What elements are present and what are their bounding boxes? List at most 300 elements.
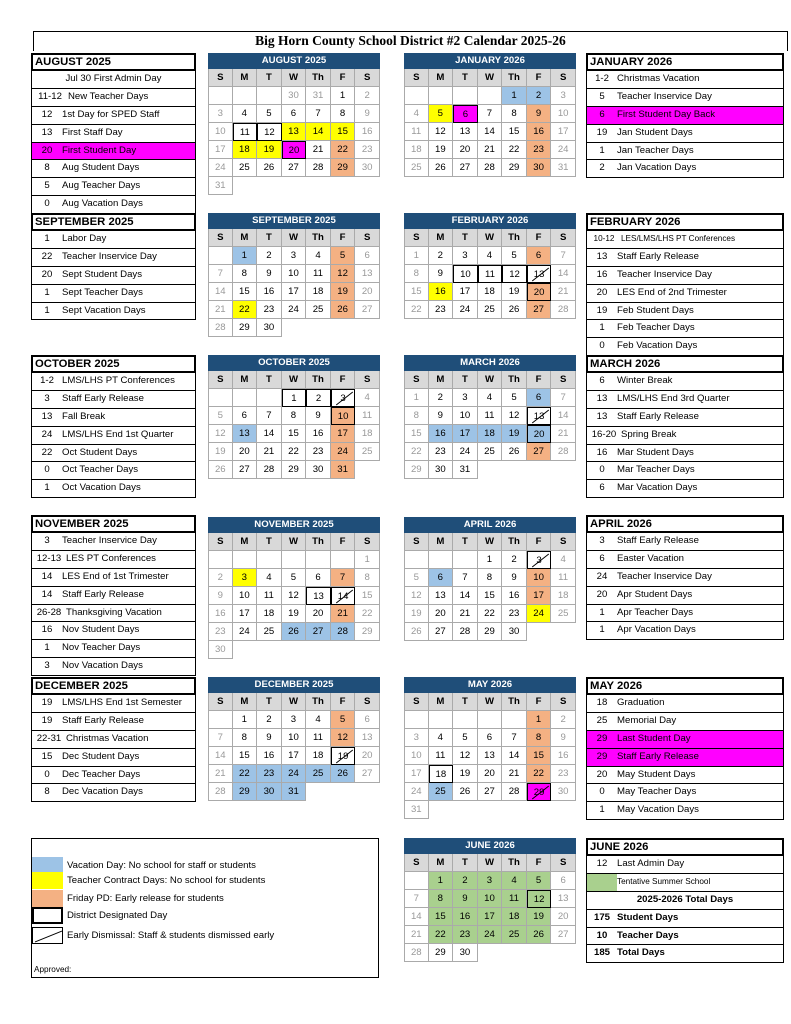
panel-row (31, 658, 196, 676)
month-grid (208, 693, 380, 801)
day-cell: 27 (355, 765, 380, 783)
day-cell: 20 (355, 747, 380, 765)
panel-row (31, 462, 196, 480)
panel-row-count: 5 (599, 90, 605, 102)
panel-row (586, 767, 784, 785)
panel-row-label: Mar Teacher Days (617, 464, 695, 476)
day-cell: 28 (453, 623, 478, 641)
panel-row (586, 928, 784, 946)
day-cell: 11 (355, 407, 380, 425)
panel-row-count: 24 (596, 570, 608, 582)
weekday-header: W (282, 69, 307, 87)
day-cell (208, 389, 233, 407)
day-cell: 10 (208, 123, 233, 141)
panel-nov (31, 515, 196, 676)
panel-row-label: Teacher Days (617, 929, 679, 941)
panel-row (586, 462, 784, 480)
day-cell: 23 (208, 623, 233, 641)
day-cell: 29 (404, 461, 429, 479)
day-cell: 14 (257, 425, 282, 443)
day-cell (453, 711, 478, 729)
panel-row-count: 6 (599, 552, 605, 564)
day-cell (429, 711, 454, 729)
day-cell: 28 (551, 443, 576, 461)
panel-row-label: Aug Teacher Days (62, 180, 141, 192)
panel-row-count: 0 (599, 464, 605, 476)
day-cell: 28 (502, 783, 527, 801)
day-cell: 30 (208, 641, 233, 659)
weekday-header: T (453, 854, 478, 872)
weekday-header: W (282, 229, 307, 247)
day-cell: 15 (233, 283, 258, 301)
day-cell: 12 (527, 890, 552, 908)
day-cell: 14 (331, 587, 356, 605)
panel-row-label: Oct Student Days (62, 446, 138, 458)
day-cell: 28 (208, 783, 233, 801)
day-cell: 18 (551, 587, 576, 605)
day-cell: 12 (331, 265, 356, 283)
day-cell: 24 (527, 605, 552, 623)
day-cell: 31 (306, 87, 331, 105)
day-cell: 2 (306, 389, 331, 407)
weekday-header: W (478, 854, 503, 872)
day-cell: 13 (527, 407, 552, 425)
early-dismissal-swatch (32, 927, 63, 944)
day-cell: 15 (527, 747, 552, 765)
day-cell: 19 (331, 283, 356, 301)
day-cell: 23 (453, 926, 478, 944)
day-cell: 27 (306, 623, 331, 641)
weekday-header: M (429, 229, 454, 247)
panel-row (31, 373, 196, 391)
panel-row-label: First Student Day Back (617, 108, 716, 120)
day-cell: 5 (453, 729, 478, 747)
panel-row-label: Dec Teacher Days (62, 768, 141, 780)
calendar-jan (404, 53, 576, 177)
panel-row-count: 16 (596, 446, 608, 458)
day-cell: 12 (429, 123, 454, 141)
panel-row-count: 0 (599, 786, 605, 798)
day-cell: 20 (551, 908, 576, 926)
panel-title: JANUARY 2026 (586, 53, 784, 71)
day-cell (502, 711, 527, 729)
panel-title: JUNE 2026 (586, 838, 784, 856)
day-cell: 7 (453, 569, 478, 587)
weekday-header: T (257, 69, 282, 87)
day-cell: 5 (282, 569, 307, 587)
weekday-header: S (208, 229, 233, 247)
panel-row-count: 0 (44, 464, 50, 476)
panel-row (31, 731, 196, 749)
panel-row (586, 71, 784, 89)
day-cell: 5 (257, 105, 282, 123)
panel-row (31, 622, 196, 640)
day-cell: 15 (355, 587, 380, 605)
day-cell: 30 (257, 319, 282, 337)
day-cell: 2 (551, 711, 576, 729)
panel-dec (31, 677, 196, 802)
panel-row-count: 12-13 (36, 552, 62, 564)
day-cell: 15 (429, 908, 454, 926)
panel-row-count: 22 (41, 250, 53, 262)
panel-row-count: 12 (41, 108, 53, 120)
panel-row (31, 784, 196, 802)
day-cell (429, 551, 454, 569)
day-cell: 17 (233, 605, 258, 623)
panel-row-label: LMS/LHS End 3rd Quarter (617, 392, 730, 404)
weekday-header: W (282, 533, 307, 551)
month-header: MARCH 2026 (404, 355, 576, 371)
month-grid (404, 693, 576, 819)
panel-row-label: Apr Teacher Days (617, 606, 694, 618)
panel-title: MARCH 2026 (586, 355, 784, 373)
weekday-header: Th (306, 371, 331, 389)
calendar-apr (404, 517, 576, 641)
day-cell (257, 551, 282, 569)
day-cell: 4 (306, 247, 331, 265)
weekday-header: S (404, 229, 429, 247)
day-cell: 17 (453, 283, 478, 301)
panel-may (586, 677, 784, 820)
weekday-header: S (208, 693, 233, 711)
panel-row-label: New Teacher Days (68, 90, 149, 102)
day-cell: 18 (306, 283, 331, 301)
day-cell: 1 (502, 87, 527, 105)
day-cell: 25 (306, 765, 331, 783)
day-cell: 20 (306, 605, 331, 623)
panel-row-label: Teacher Inservice Day (617, 570, 712, 582)
legend-teacher-text: Teacher Contract Days: No school for students (67, 875, 266, 886)
panel-row-label: Aug Vacation Days (62, 198, 143, 210)
panel-row (586, 551, 784, 569)
panel-jan (586, 53, 784, 178)
friday-swatch (32, 890, 63, 907)
panel-row-label: LES/LMS/LHS PT Conferences (621, 234, 736, 243)
day-cell: 8 (478, 569, 503, 587)
day-cell: 30 (453, 944, 478, 962)
panel-row-label: 1st Day for SPED Staff (62, 108, 160, 120)
panel-row-label: Spring Break (621, 428, 677, 440)
calendar-aug (208, 53, 380, 195)
day-cell: 24 (331, 443, 356, 461)
day-cell: 27 (282, 159, 307, 177)
weekday-header: W (282, 693, 307, 711)
panel-row-label: Total Days (617, 947, 665, 959)
weekday-header: M (233, 533, 258, 551)
day-cell: 6 (233, 407, 258, 425)
panel-row-count: 0 (599, 340, 605, 352)
month-grid (208, 229, 380, 337)
panel-row-count: 0 (44, 768, 50, 780)
panel-row (586, 533, 784, 551)
day-cell: 5 (527, 872, 552, 890)
day-cell: 1 (233, 711, 258, 729)
day-cell: 1 (355, 551, 380, 569)
day-cell: 27 (527, 301, 552, 319)
day-cell: 23 (355, 141, 380, 159)
day-cell: 25 (306, 301, 331, 319)
panel-row-count: 6 (599, 375, 605, 386)
panel-row-count: 1 (599, 144, 605, 156)
day-cell: 2 (429, 389, 454, 407)
panel-row-label: LMS/LHS End 1st Quarter (62, 428, 174, 440)
panel-row (31, 71, 196, 89)
panel-row-count: 29 (596, 732, 608, 744)
day-cell: 8 (404, 407, 429, 425)
day-cell: 29 (527, 783, 552, 801)
day-cell: 25 (478, 301, 503, 319)
day-cell: 6 (527, 389, 552, 407)
day-cell: 17 (478, 908, 503, 926)
day-cell: 7 (502, 729, 527, 747)
day-cell: 3 (282, 247, 307, 265)
day-cell: 25 (233, 159, 258, 177)
district-swatch (32, 907, 63, 924)
day-cell: 19 (527, 908, 552, 926)
panel-row (586, 910, 784, 928)
day-cell: 30 (306, 461, 331, 479)
panel-row-label: Nov Student Days (62, 624, 140, 636)
panel-row-label: Staff Early Release (617, 750, 699, 762)
panel-title: APRIL 2026 (586, 515, 784, 533)
panel-row-label: Staff Early Release (617, 250, 699, 262)
panel-row-label: LES End of 2nd Trimester (617, 286, 727, 298)
day-cell: 1 (404, 389, 429, 407)
day-cell: 13 (551, 890, 576, 908)
panel-row-label: Jan Teacher Days (617, 144, 694, 156)
panel-row-count: 13 (596, 410, 608, 422)
day-cell: 6 (355, 711, 380, 729)
day-cell: 13 (527, 265, 552, 283)
day-cell: 14 (404, 908, 429, 926)
month-grid (404, 371, 576, 479)
day-cell: 18 (355, 425, 380, 443)
day-cell: 24 (233, 623, 258, 641)
day-cell: 3 (233, 569, 258, 587)
day-cell: 2 (453, 872, 478, 890)
day-cell: 17 (282, 747, 307, 765)
day-cell (404, 87, 429, 105)
panel-row-count: 1 (44, 286, 50, 298)
panel-row-count: 20 (41, 268, 53, 280)
panel-oct (31, 355, 196, 498)
day-cell: 21 (502, 765, 527, 783)
panel-row-label: Tentative Summer School (617, 876, 711, 886)
panel-row (31, 285, 196, 303)
panel-row-count: 1 (599, 624, 605, 636)
weekday-header: T (453, 533, 478, 551)
day-cell: 18 (478, 283, 503, 301)
weekday-header: S (355, 69, 380, 87)
day-cell: 10 (282, 729, 307, 747)
weekday-header: Th (502, 533, 527, 551)
weekday-header: S (404, 69, 429, 87)
panel-row (586, 107, 784, 125)
day-cell: 4 (355, 389, 380, 407)
panel-row-label: Apr Vacation Days (617, 624, 696, 636)
day-cell: 18 (306, 747, 331, 765)
panel-row-count: 18 (596, 697, 608, 708)
panel-row-label: Mar Vacation Days (617, 482, 698, 494)
panel-row-label: Teacher Inservice Day (62, 535, 157, 546)
weekday-header: S (208, 533, 233, 551)
panel-row (586, 569, 784, 587)
panel-row (31, 196, 196, 214)
day-cell: 4 (429, 729, 454, 747)
day-cell: 5 (502, 389, 527, 407)
panel-row-count: 24 (41, 428, 53, 440)
day-cell: 7 (208, 265, 233, 283)
day-cell: 31 (331, 461, 356, 479)
panel-row-count: 6 (599, 482, 605, 494)
panel-row-label: Dec Student Days (62, 750, 140, 762)
panel-row (31, 749, 196, 767)
day-cell: 24 (453, 301, 478, 319)
calendar-mar (404, 355, 576, 479)
month-grid (404, 69, 576, 177)
day-cell: 2 (429, 247, 454, 265)
day-cell: 20 (478, 765, 503, 783)
panel-row (31, 533, 196, 551)
day-cell: 26 (331, 765, 356, 783)
day-cell (453, 87, 478, 105)
day-cell: 15 (331, 123, 356, 141)
legend-vacation-text: Vacation Day: No school for staff or students (67, 860, 256, 871)
panel-row (31, 445, 196, 463)
day-cell: 20 (233, 443, 258, 461)
day-cell (257, 87, 282, 105)
day-cell: 22 (502, 141, 527, 159)
calendar-sep (208, 213, 380, 337)
weekday-header: T (453, 69, 478, 87)
day-cell: 22 (478, 605, 503, 623)
teacher-swatch (32, 872, 63, 889)
day-cell: 25 (257, 623, 282, 641)
weekday-header: W (478, 693, 503, 711)
day-cell: 10 (404, 747, 429, 765)
weekday-header: S (355, 371, 380, 389)
panel-row (31, 391, 196, 409)
weekday-header: F (527, 854, 552, 872)
day-cell: 7 (257, 407, 282, 425)
day-cell: 26 (331, 301, 356, 319)
day-cell: 10 (282, 265, 307, 283)
panel-row-label: Labor Day (62, 233, 107, 244)
panel-row-label: Last Admin Day (617, 858, 685, 869)
day-cell: 7 (551, 389, 576, 407)
day-cell: 9 (257, 265, 282, 283)
panel-row-label: Staff Early Release (62, 392, 144, 404)
day-cell: 31 (404, 801, 429, 819)
panel-row-label: Christmas Vacation (617, 73, 700, 84)
panel-title: OCTOBER 2025 (31, 355, 196, 373)
day-cell: 23 (306, 443, 331, 461)
day-cell: 28 (306, 159, 331, 177)
day-cell: 2 (355, 87, 380, 105)
day-cell: 7 (404, 890, 429, 908)
panel-row-count: 1 (44, 304, 50, 316)
day-cell: 12 (502, 265, 527, 283)
panel-row-count: 20 (596, 588, 608, 600)
day-cell: 23 (551, 765, 576, 783)
day-cell: 9 (306, 407, 331, 425)
weekday-header: S (208, 69, 233, 87)
panel-row (586, 125, 784, 143)
day-cell: 31 (282, 783, 307, 801)
day-cell: 8 (502, 105, 527, 123)
day-cell: 21 (208, 301, 233, 319)
day-cell: 11 (429, 747, 454, 765)
panel-row (31, 569, 196, 587)
day-cell: 22 (355, 605, 380, 623)
panel-row-label: Jan Vacation Days (617, 162, 697, 174)
panel-row-count: 12 (596, 858, 608, 869)
day-cell: 21 (453, 605, 478, 623)
panel-row (31, 713, 196, 731)
day-cell: 1 (429, 872, 454, 890)
weekday-header: F (527, 533, 552, 551)
day-cell: 22 (527, 765, 552, 783)
day-cell: 4 (478, 247, 503, 265)
day-cell: 6 (282, 105, 307, 123)
day-cell: 25 (502, 926, 527, 944)
day-cell: 9 (527, 105, 552, 123)
panel-row (586, 373, 784, 391)
panel-row-count: 1-2 (40, 375, 54, 386)
weekday-header: W (478, 69, 503, 87)
day-cell: 13 (429, 587, 454, 605)
weekday-header: S (551, 693, 576, 711)
panel-row (586, 338, 784, 356)
day-cell: 19 (404, 605, 429, 623)
day-cell: 11 (404, 123, 429, 141)
day-cell: 25 (355, 443, 380, 461)
weekday-header: T (257, 371, 282, 389)
day-cell: 28 (551, 301, 576, 319)
panel-apr (586, 515, 784, 640)
day-cell: 5 (208, 407, 233, 425)
day-cell: 19 (208, 443, 233, 461)
day-cell: 18 (233, 141, 258, 159)
day-cell: 1 (282, 389, 307, 407)
panel-row-count: 1 (599, 322, 605, 334)
day-cell: 13 (306, 587, 331, 605)
calendar-oct (208, 355, 380, 479)
day-cell: 19 (453, 765, 478, 783)
day-cell (282, 551, 307, 569)
panel-row (586, 856, 784, 874)
day-cell (257, 389, 282, 407)
day-cell: 18 (478, 425, 503, 443)
day-cell: 17 (208, 141, 233, 159)
month-grid (208, 371, 380, 479)
panel-row (586, 231, 784, 249)
day-cell: 9 (355, 105, 380, 123)
day-cell: 9 (551, 729, 576, 747)
panel-row-label: May Teacher Days (617, 786, 697, 798)
day-cell: 12 (502, 407, 527, 425)
day-cell: 1 (331, 87, 356, 105)
day-cell: 10 (478, 890, 503, 908)
panel-row-count: 10 (596, 929, 608, 941)
panel-row-label: First Staff Day (62, 126, 123, 138)
day-cell: 29 (429, 944, 454, 962)
day-cell: 26 (502, 443, 527, 461)
day-cell: 2 (208, 569, 233, 587)
panel-row-count: 19 (41, 697, 53, 708)
panel-row (586, 731, 784, 749)
day-cell: 5 (331, 247, 356, 265)
